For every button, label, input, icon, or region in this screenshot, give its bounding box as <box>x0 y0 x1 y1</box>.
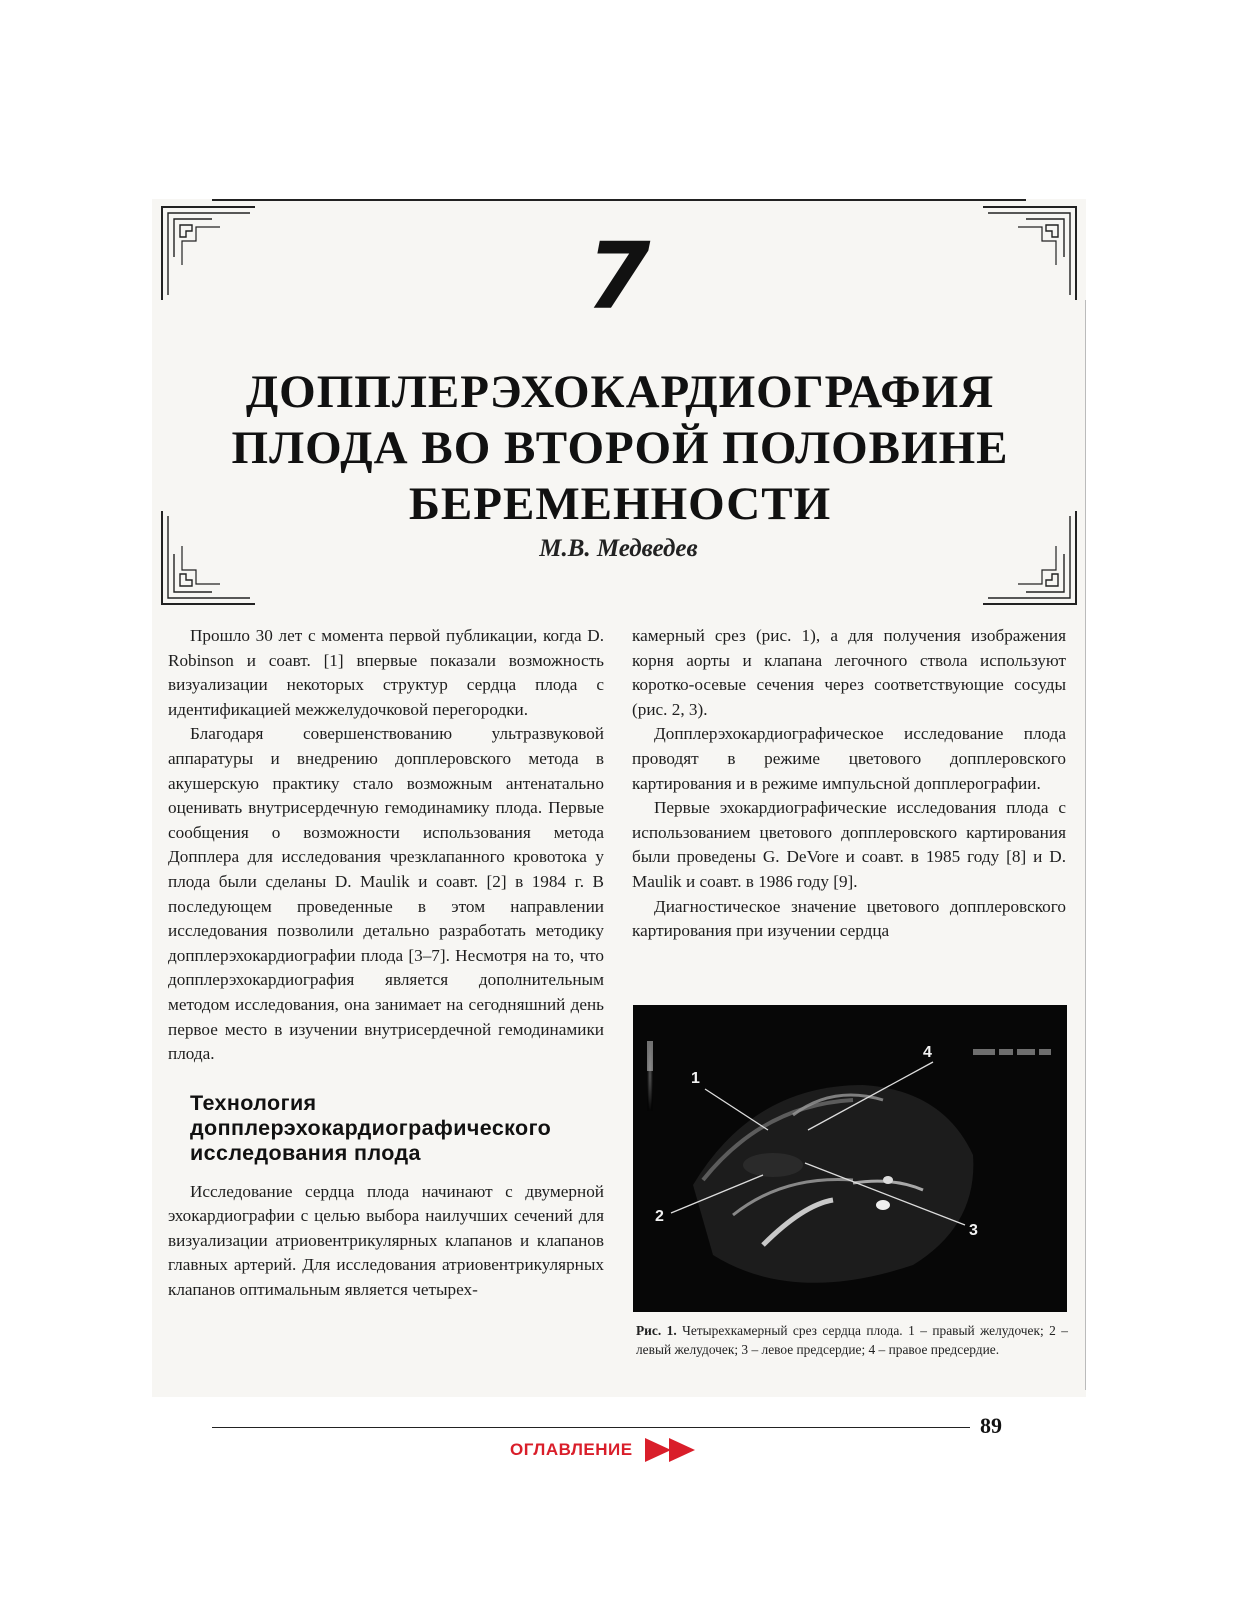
chapter-title <box>170 364 1070 532</box>
right-column <box>632 624 1066 944</box>
chapter-title-line: ДОППЛЕРЭХОКАРДИОГРАФИЯ <box>245 366 995 418</box>
figure-label: 4 <box>923 1044 932 1061</box>
ultrasound-figure <box>633 1005 1067 1312</box>
top-rule <box>212 199 1026 201</box>
double-arrow-right-icon <box>643 1436 699 1464</box>
paragraph: камерный срез (рис. 1), а для получения изображения корня аорты и клапана легочного ствола используют коротко-осевые сечения через соответствующие сосуды (рис. 2, 3). <box>632 626 1066 719</box>
page-number: 89 <box>980 1413 1002 1438</box>
paragraph: Диагностическое значение цветового допплеровского картирования при изучении сердца <box>632 896 1066 941</box>
paragraph: Исследование сердца плода начинают с двумерной эхокардиографии с целью выбора наилучших сечений для визуализации атриовентрикулярных клапанов и клапанов главных артерий. Для исследования атриовентрикулярных клапанов оптимальным является четырех- <box>168 1181 604 1300</box>
paragraph: Допплерэхокардиографическое исследование плода проводят в режиме цветового допплеровского картирования и в режиме импульсной допплерографии. <box>632 724 1066 793</box>
section-heading: Технология допплерэхокардиографического исследования плода <box>190 1090 552 1165</box>
bottom-rule <box>212 1427 970 1428</box>
figure-label: 1 <box>691 1070 700 1087</box>
figure-caption <box>636 1321 1068 1359</box>
page-edge <box>1085 300 1086 1390</box>
figure-label: 3 <box>969 1222 978 1239</box>
paragraph: Благодаря совершенствованию ультразвуковой аппаратуры и внедрению допплеровского метода в акушерскую практику стало возможным антенатально оценивать внутрисердечную гемодинамику плода. Первые сообщения о возможности использования метода Допплера для исследования чрезклапанного кровотока у плода были сделаны D. Maulik и соавт. [2] в 1984 г. В последующем проведенные в этом направлении исследования позволили детально разработать методику допплерэхокардиографии плода [3–7]. Несмотря на то, что допплерэхокардиография является дополнительным методом исследования, она занимает на сегодняшний день первое место в изучении внутрисердечной гемодинамики плода. <box>168 724 604 1064</box>
paragraph: Первые эхокардиографические исследования плода с использованием цветового допплеровского картирования были проведены G. DeVore и соавт. в 1985 году [8] и D. Maulik и соавт. в 1986 году [9]. <box>632 798 1066 891</box>
chapter-title-line: БЕРЕМЕННОСТИ <box>408 478 832 530</box>
figure-label: 2 <box>655 1208 664 1225</box>
author: М.В. Медведев <box>539 535 698 562</box>
figure-caption-text: Четырехкамерный срез сердца плода. 1 – правый желудочек; 2 – левый желудочек; 3 – левое предсердие; 4 – правое предсердие. <box>636 1323 1068 1357</box>
figure-caption-label: Рис. 1. <box>636 1323 677 1338</box>
toc-label: ОГЛАВЛЕНИЕ <box>510 1440 633 1459</box>
left-column <box>168 624 604 1303</box>
chapter-number: 7 <box>586 223 651 330</box>
chapter-title-line: ПЛОДА ВО ВТОРОЙ ПОЛОВИНЕ <box>231 422 1009 474</box>
paragraph: Прошло 30 лет с момента первой публикации, когда D. Robinson и соавт. [1] впервые показали возможность визуализации некоторых структур сердца плода с идентификацией межжелудочковой перегородки. <box>168 626 604 719</box>
toc-link[interactable] <box>510 1436 699 1464</box>
